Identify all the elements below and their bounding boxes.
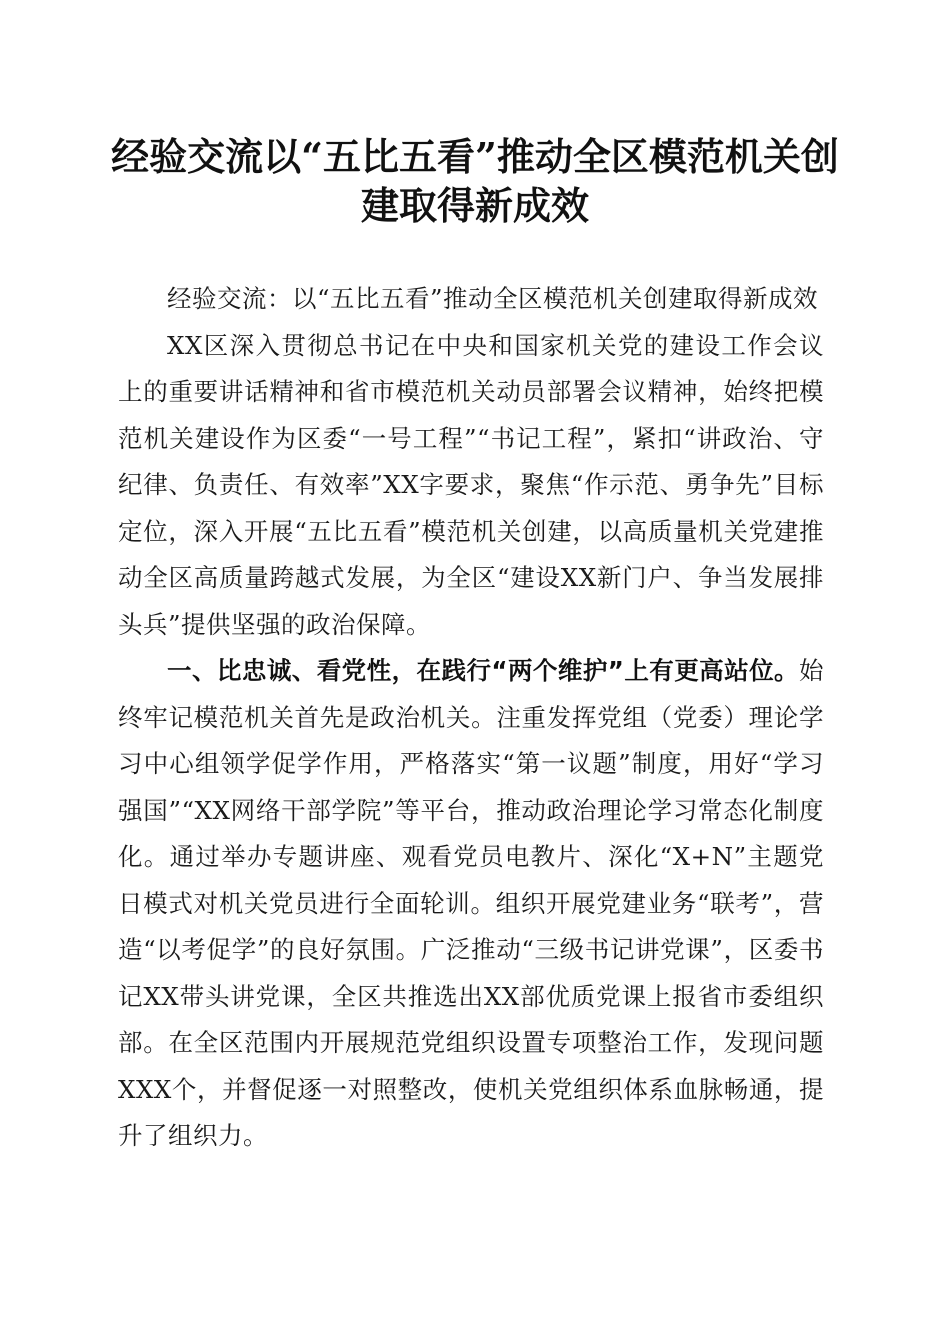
section-1-paragraph bbox=[118, 648, 824, 1160]
document-body bbox=[118, 276, 824, 1160]
section-1-heading: 一、比忠诚、看党性，在践行“两个维护”上有更高站位。 bbox=[167, 656, 799, 685]
section-1-body: 始终牢记模范机关首先是政治机关。注重发挥党组（党委）理论学习中心组领学促学作用，严格落实“第一议题”制度，用好“学习强国”“XX网络干部学院”等平台，推动政治理论学习常态化制度化。通过举办专题讲座、观看党员电教片、深化“X+N”主题党日模式对机关党员进行全面轮训。组织开展党建业务“联考”，营造“以考促学”的良好氛围。广泛推动“三级书记讲党课”，区委书记XX带头讲党课，全区共推选出XX部优质党课上报省市委组织部。在全区范围内开展规范党组织设置专项整治工作，发现问题XXX个，并督促逐一对照整改，使机关党组织体系血脉畅通，提升了组织力。 bbox=[118, 656, 824, 1150]
intro-paragraph: XX区深入贯彻总书记在中央和国家机关党的建设工作会议上的重要讲话精神和省市模范机关动员部署会议精神，始终把模范机关建设作为区委“一号工程”“书记工程”，紧扣“讲政治、守纪律、负责任、有效率”XX字要求，聚焦“作示范、勇争先”目标定位，深入开展“五比五看”模范机关创建，以高质量机关党建推动全区高质量跨越式发展，为全区“建设XX新门户、争当发展排头兵”提供坚强的政治保障。 bbox=[118, 330, 824, 639]
subtitle-paragraph: 经验交流：以“五比五看”推动全区模范机关创建取得新成效 bbox=[167, 284, 819, 313]
document-title: 经验交流以“五比五看”推动全区模范机关创建取得新成效 bbox=[111, 134, 839, 228]
